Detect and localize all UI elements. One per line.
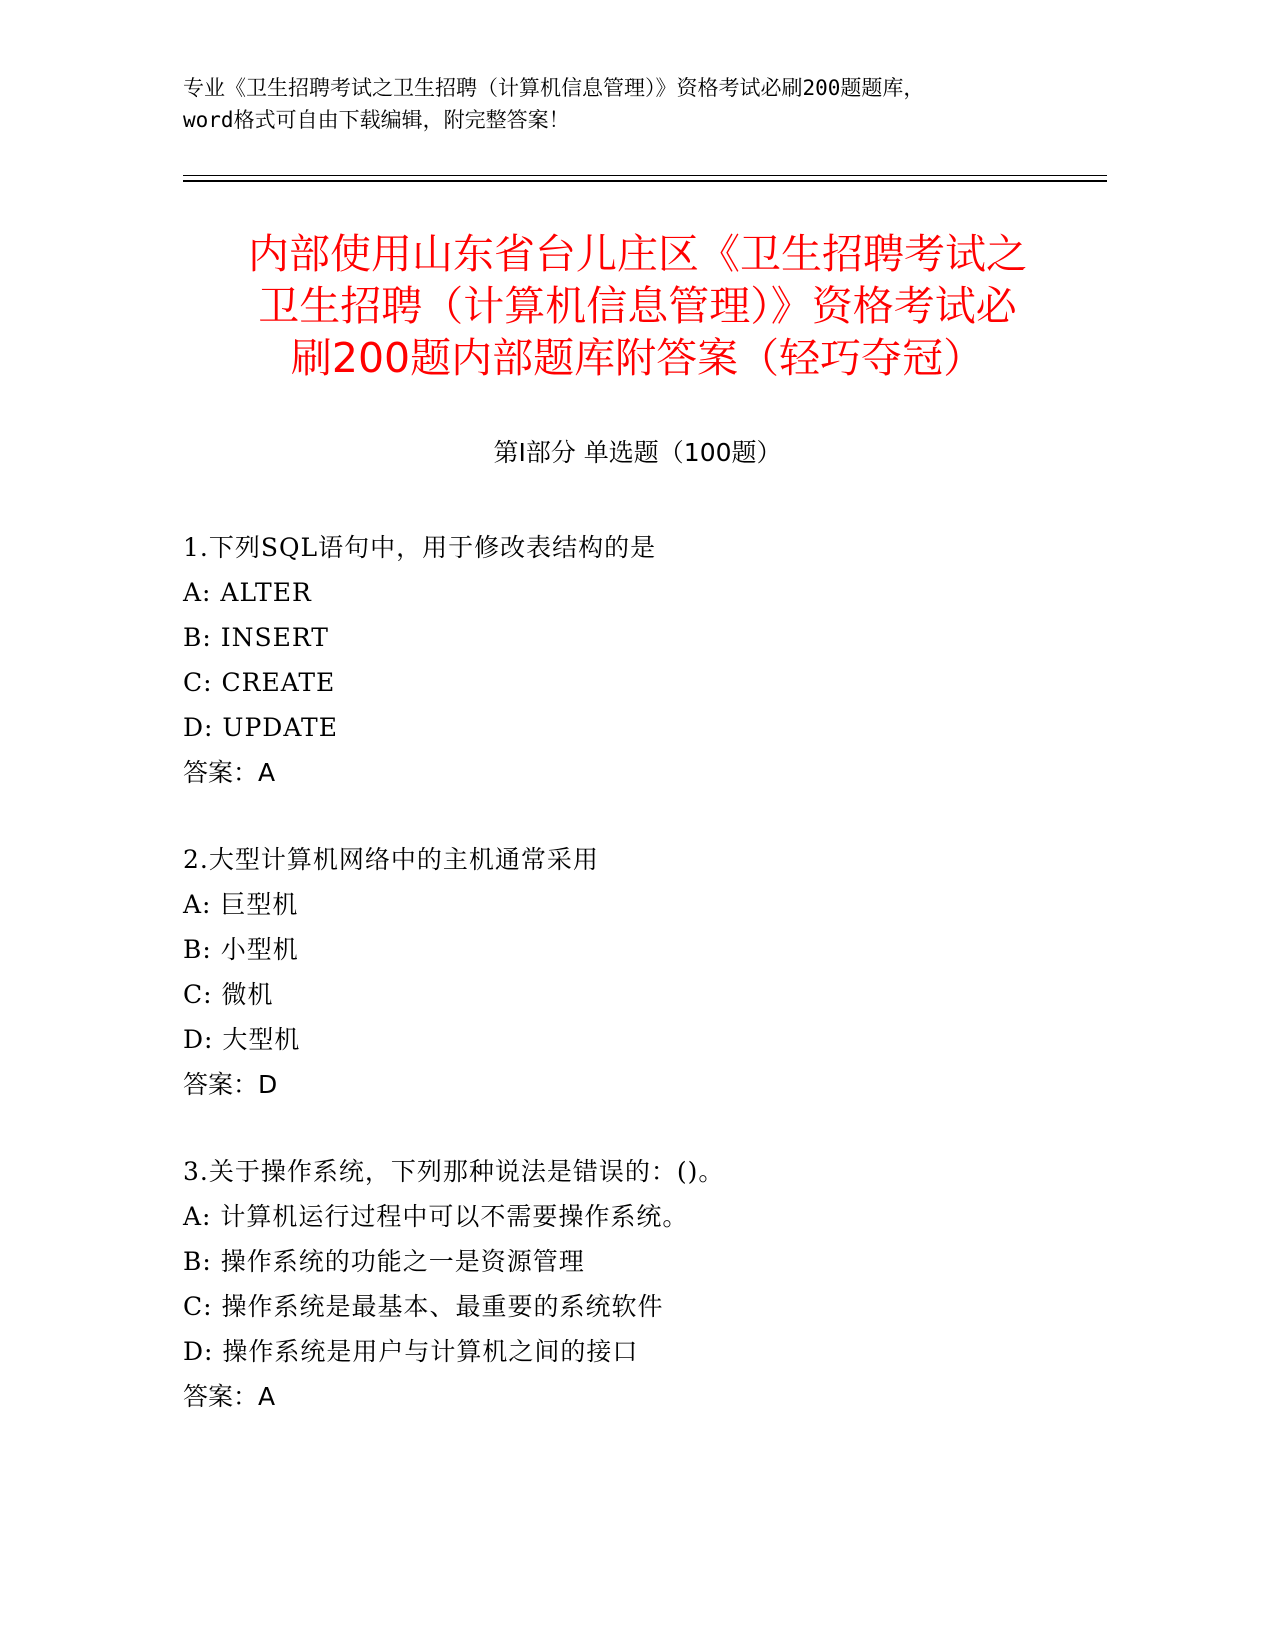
header-note — [183, 72, 1083, 136]
option-c: C: 微机 — [183, 980, 274, 1009]
document-title — [190, 228, 1085, 384]
option-b: B: 操作系统的功能之一是资源管理 — [183, 1247, 585, 1276]
question-text: 1.下列SQL语句中，用于修改表结构的是 — [183, 533, 657, 562]
question-1 — [183, 525, 1083, 795]
question-2 — [183, 837, 1083, 1107]
question-3 — [183, 1149, 1083, 1419]
section-title: 第Ⅰ部分 单选题（100题） — [493, 438, 782, 467]
option-b: B: INSERT — [183, 623, 329, 652]
answer: 答案：A — [183, 758, 276, 787]
document-title-line-1: 内部使用山东省台儿庄区《卫生招聘考试之 — [248, 230, 1027, 278]
answer: 答案：D — [183, 1070, 278, 1099]
option-a: A: ALTER — [183, 578, 312, 607]
header-note-line-1: 专业《卫生招聘考试之卫生招聘（计算机信息管理）》资格考试必刷200题题库， — [183, 76, 925, 100]
question-text: 2.大型计算机网络中的主机通常采用 — [183, 845, 599, 874]
question-text: 3.关于操作系统，下列那种说法是错误的：()。 — [183, 1157, 725, 1186]
option-b: B: 小型机 — [183, 935, 299, 964]
option-d: D: 操作系统是用户与计算机之间的接口 — [183, 1337, 639, 1366]
header-divider-thin — [183, 175, 1107, 176]
option-c: C: CREATE — [183, 668, 336, 697]
question-list — [183, 525, 1083, 1461]
header-divider-thick — [183, 180, 1107, 182]
option-a: A: 计算机运行过程中可以不需要操作系统。 — [183, 1202, 689, 1231]
option-c: C: 操作系统是最基本、最重要的系统软件 — [183, 1292, 664, 1321]
option-d: D: 大型机 — [183, 1025, 301, 1054]
header-note-line-2: word格式可自由下载编辑，附完整答案！ — [183, 108, 570, 132]
option-d: D: UPDATE — [183, 713, 338, 742]
document-title-line-3: 刷200题内部题库附答案（轻巧夺冠） — [290, 334, 985, 382]
document-title-line-2: 卫生招聘（计算机信息管理）》资格考试必 — [258, 282, 1017, 330]
answer: 答案：A — [183, 1382, 276, 1411]
option-a: A: 巨型机 — [183, 890, 299, 919]
